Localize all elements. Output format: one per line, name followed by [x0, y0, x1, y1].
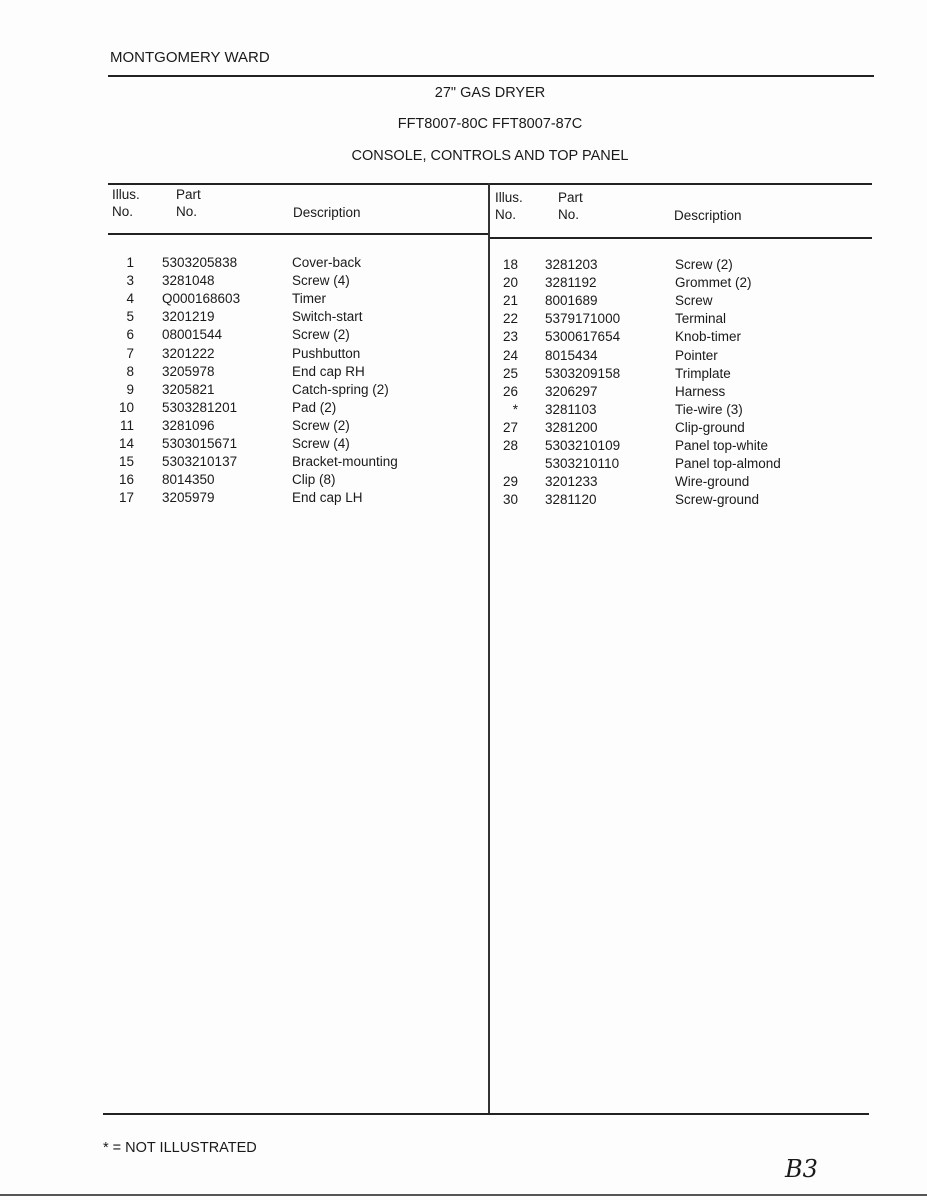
part-description: Screw [675, 293, 713, 309]
part-description: End cap LH [292, 490, 363, 506]
part-number: 3201219 [162, 309, 215, 325]
header-description: Description [293, 205, 361, 220]
part-description: Catch-spring (2) [292, 381, 389, 397]
part-number: 8014350 [162, 472, 215, 488]
part-description: Cover-back [292, 255, 362, 270]
illus-number: 21 [502, 293, 518, 309]
part-number: 5303210137 [162, 454, 238, 470]
part-description: Wire-ground [675, 474, 750, 490]
illus-number: 28 [502, 438, 518, 453]
part-number: 3281048 [162, 273, 215, 289]
part-number: 5303281201 [162, 399, 238, 415]
illus-number: 20 [502, 275, 518, 291]
illus-number: 7 [126, 345, 134, 361]
part-number: Q000168603 [162, 291, 241, 307]
illus-number: 6 [126, 327, 134, 343]
part-description: Panel top-almond [675, 456, 781, 472]
part-number: 3281120 [545, 492, 597, 508]
part-number: 3205821 [162, 381, 215, 397]
illus-number: 5 [126, 309, 134, 325]
illus-number: * [512, 401, 518, 417]
illus-number: 27 [502, 419, 518, 435]
section-title: CONSOLE, CONTROLS AND TOP PANEL [351, 148, 629, 164]
page-mark: B3 [785, 1155, 818, 1183]
part-number: 3281103 [545, 401, 597, 417]
illus-number: 18 [502, 257, 518, 272]
illus-number: 4 [126, 291, 134, 307]
part-number: 5303015671 [162, 436, 238, 451]
illus-number: 29 [502, 474, 518, 490]
brand-name: MONTGOMERY WARD [110, 49, 270, 66]
divider [108, 75, 874, 77]
illus-number: 8 [126, 363, 134, 379]
illus-number: 1 [126, 255, 134, 270]
part-number: 5300617654 [545, 329, 621, 345]
part-description: Screw (2) [292, 417, 350, 433]
part-description: Clip (8) [292, 472, 336, 488]
illus-number: 24 [502, 347, 518, 363]
part-number: 8015434 [545, 347, 598, 363]
part-description: Screw (4) [292, 436, 350, 451]
part-description: Pushbutton [292, 345, 361, 361]
illus-number: 15 [118, 454, 134, 470]
illus-number: 3 [126, 273, 134, 289]
part-description: Screw (2) [292, 327, 350, 343]
part-number: 3281096 [162, 417, 215, 433]
illus-number: 30 [502, 492, 518, 508]
part-description: Grommet (2) [675, 275, 752, 291]
part-description: Screw-ground [675, 492, 760, 508]
part-number: 5303209158 [545, 365, 621, 381]
part-description: Tie-wire (3) [675, 401, 743, 417]
part-description: Harness [675, 383, 726, 399]
model-numbers: FFT8007-80C FFT8007-87C [397, 116, 583, 132]
header-rule-left [108, 233, 488, 235]
part-description: Knob-timer [675, 329, 742, 345]
part-number: 3205979 [162, 490, 215, 506]
header-illus: Illus. No. [112, 187, 140, 219]
page-bottom-rule [0, 1194, 927, 1196]
part-description: Screw (4) [292, 273, 350, 289]
illus-number: 9 [126, 381, 134, 397]
part-number: 3201222 [162, 345, 215, 361]
part-number: 5303205838 [162, 255, 238, 270]
illus-number: 11 [119, 417, 134, 433]
header-illus-right: Illus. No. [495, 190, 523, 222]
part-description: Clip-ground [675, 419, 745, 435]
part-description: End cap RH [292, 363, 365, 379]
part-description: Terminal [675, 311, 727, 327]
part-number: 5303210110 [545, 456, 620, 472]
part-number: 3201233 [545, 474, 598, 490]
illus-number: 22 [502, 311, 518, 327]
part-description: Pad (2) [292, 399, 337, 415]
part-number: 5303210109 [545, 438, 621, 453]
table-top-rule [108, 183, 872, 185]
part-number: 3281203 [545, 257, 598, 272]
header-part: Part No. [176, 187, 201, 219]
header-description-right: Description [674, 208, 742, 223]
part-description: Timer [292, 291, 326, 307]
part-description: Switch-start [292, 309, 363, 325]
header-rule-right [490, 237, 872, 239]
part-number: 5379171000 [545, 311, 621, 327]
illus-number: 16 [118, 472, 134, 488]
header-part-right: Part No. [558, 190, 583, 222]
part-description: Screw (2) [675, 257, 733, 272]
part-description: Bracket-mounting [292, 454, 398, 470]
part-number: 3206297 [545, 383, 598, 399]
illus-number: 23 [502, 329, 518, 345]
document-title: 27" GAS DRYER [434, 85, 546, 101]
table-bottom-rule [103, 1113, 869, 1115]
illus-number: 26 [502, 383, 518, 399]
column-divider [488, 183, 490, 1115]
illus-number: 17 [118, 490, 134, 506]
part-description: Panel top-white [675, 438, 769, 453]
part-number: 3205978 [162, 363, 215, 379]
footnote: * = NOT ILLUSTRATED [103, 1140, 257, 1156]
part-description: Pointer [675, 347, 718, 363]
part-number: 3281192 [545, 275, 597, 291]
part-number: 8001689 [545, 293, 598, 309]
part-number: 08001544 [162, 327, 223, 343]
illus-number: 14 [118, 436, 134, 451]
part-description: Trimplate [675, 365, 731, 381]
part-number: 3281200 [545, 419, 598, 435]
illus-number: 25 [502, 365, 518, 381]
illus-number: 10 [118, 399, 134, 415]
